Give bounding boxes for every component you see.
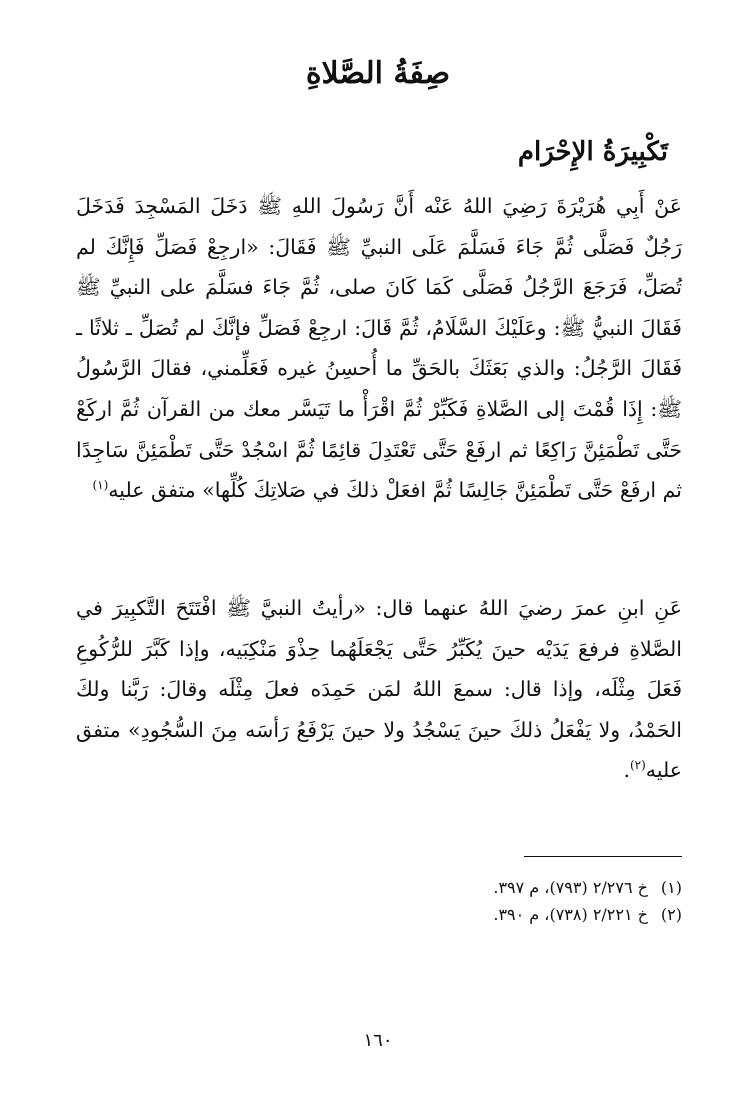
hadith-paragraph [76,186,682,511]
footnote-number: (١) [660,878,682,897]
section-heading: تَكْبِيرَةُ الإِحْرَام [517,137,668,167]
footnote-number: (٢) [660,905,682,924]
footnote-item [76,874,682,901]
paragraph-text: عَنِ ابنِ عمرَ رضيَ اللهُ عنهما قال: «رأيتُ النبيَّ ﷺ افْتَتَحَ التَّكبِيرَ في الصَّلاةِ فرفعَ يَدَيْه حينَ يُكَبِّرُ حَتَّى يَجْعَلَهُما حِذْوَ مَنْكِبَيه، وإذا كَبَّرَ للرُّكُوعِ فَعَلَ مِثْلَه، وإذا قال: سمعَ اللهُ لمَن حَمِدَه فعلَ مِثْلَه وقالَ: رَبَّنا ولكَ الحَمْدُ، ولا يَفْعَلُ ذلكَ حينَ يَسْجُدُ ولا حينَ يَرْفَعُ رَأسَه مِنَ السُّجُودِ» متفق عليه [76,596,682,783]
footnote-reference: (١) [92,478,109,493]
footnote-reference: (٢) [629,758,646,773]
footnote-divider [524,856,682,857]
footnote-text: خ ٢/٢٢١ (٧٣٨)، م ٣٩٠. [493,905,648,924]
page-number: ١٦٠ [363,1030,393,1051]
footnotes [76,874,682,928]
page-title: صِفَةُ الصَّلاةِ [305,56,451,91]
paragraph-text: عَنْ أَبِي هُرَيْرَةَ رَضِيَ اللهُ عَنْه أَنَّ رَسُولَ اللهِ ﷺ دَخَلَ المَسْجِدَ فَدَخَلَ رَجُلٌ فَصَلَّى ثُمَّ جَاءَ فَسَلَّمَ عَلَى النبيِّ ﷺ فَقَالَ: «ارجِعْ فَصَلِّ فَإِنَّكَ لم تُصَلِّ، فَرَجَعَ الرَّجُلُ فَصَلَّى كَمَا كَانَ صلى، ثُمَّ جَاءَ فسَلَّمَ على النبيِّ ﷺ فَقَالَ النبيُّ ﷺ: وعَلَيْكَ السَّلَامُ، ثُمَّ قَالَ: ارجِعْ فَصَلِّ فإنَّكَ لم تُصَلِّ ـ ثلاثًا ـ فَقَالَ الرَّجُلُ: والذي بَعَثَكَ بالحَقِّ ما أُحسِنُ غيره فَعَلِّمني، فقالَ الرَّسُولُ ﷺ: إِذَا قُمْتَ إلى الصَّلاةِ فَكَبِّرْ ثُمَّ اقْرَأْ ما تَيَسَّر معك من القرآن ثُمَّ اركَعْ حَتَّى تَطْمَئِنَّ رَاكِعًا ثم ارفَعْ حَتَّى تَعْتَدِلَ قائِمًا ثُمَّ اسْجُدْ حَتَّى تَطْمَئِنَّ سَاجِدًا ثم ارفَعْ حَتَّى تَطْمَئِنَّ جَالِسًا ثُمَّ افعَلْ ذلكَ في صَلاتِكَ كُلِّها» متفق عليه [76,194,682,503]
paragraph-end-mark: . [623,758,630,783]
hadith-paragraph [76,588,682,791]
footnote-text: خ ٢/٢٧٦ (٧٩٣)، م ٣٩٧. [493,878,648,897]
footnote-item [76,901,682,928]
